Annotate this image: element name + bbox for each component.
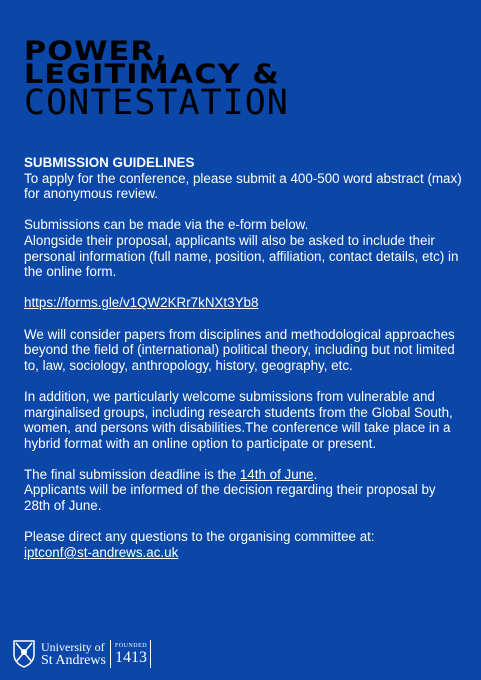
eform-link[interactable]: https://forms.gle/v1QW2KRr7kNXt3Yb8 [24,295,259,311]
paragraph-eform: Submissions can be made via the e-form below. [24,217,309,233]
paragraph-apply: To apply for the conference, please submit a 400-500 word abstract (max) for anonymous review. [24,170,462,202]
section-heading: SUBMISSION GUIDELINES [24,155,195,170]
title-line-power: POWER, [24,36,168,67]
founded-block: FOUNDED 1413 [114,643,148,666]
deadline-date: 14th of June [239,466,314,482]
contact-email-link[interactable]: iptconf@st-andrews.ac.uk [24,544,179,560]
logo-divider [110,640,111,668]
guidelines-body [24,155,464,560]
paragraph-personal-info: Alongside their proposal, applicants will also be asked to include their personal information (full name, position, affiliation, contact details, etc) in the online form. [24,232,459,280]
university-name: University of St Andrews [41,640,106,668]
paragraph-deadline: The final submission deadline is the 14th of June. [24,466,318,482]
crest-icon [13,640,35,668]
university-logo [13,639,151,669]
logo-divider-end [150,640,151,668]
paragraph-inclusion: In addition, we particularly welcome submissions from vulnerable and marginalised groups, including research students from the Global South, women, and persons with disabilities.The conference will take place in a hybrid format with an online option to participate or present. [24,388,453,451]
title-line-legitimacy: LEGITIMACY & [24,59,280,90]
paragraph-decision: Applicants will be informed of the decision regarding their proposal by 28th of June. [24,482,436,514]
paragraph-disciplines: We will consider papers from disciplines and methodological approaches beyond the field of (international) political theory, including but not limited to, law, sociology, anthropology, history, geography, etc. [24,326,455,373]
poster-title [24,36,464,123]
paragraph-contact: Please direct any questions to the organising committee at: [24,529,375,545]
title-line-contestation: CONTESTATION [24,83,289,123]
